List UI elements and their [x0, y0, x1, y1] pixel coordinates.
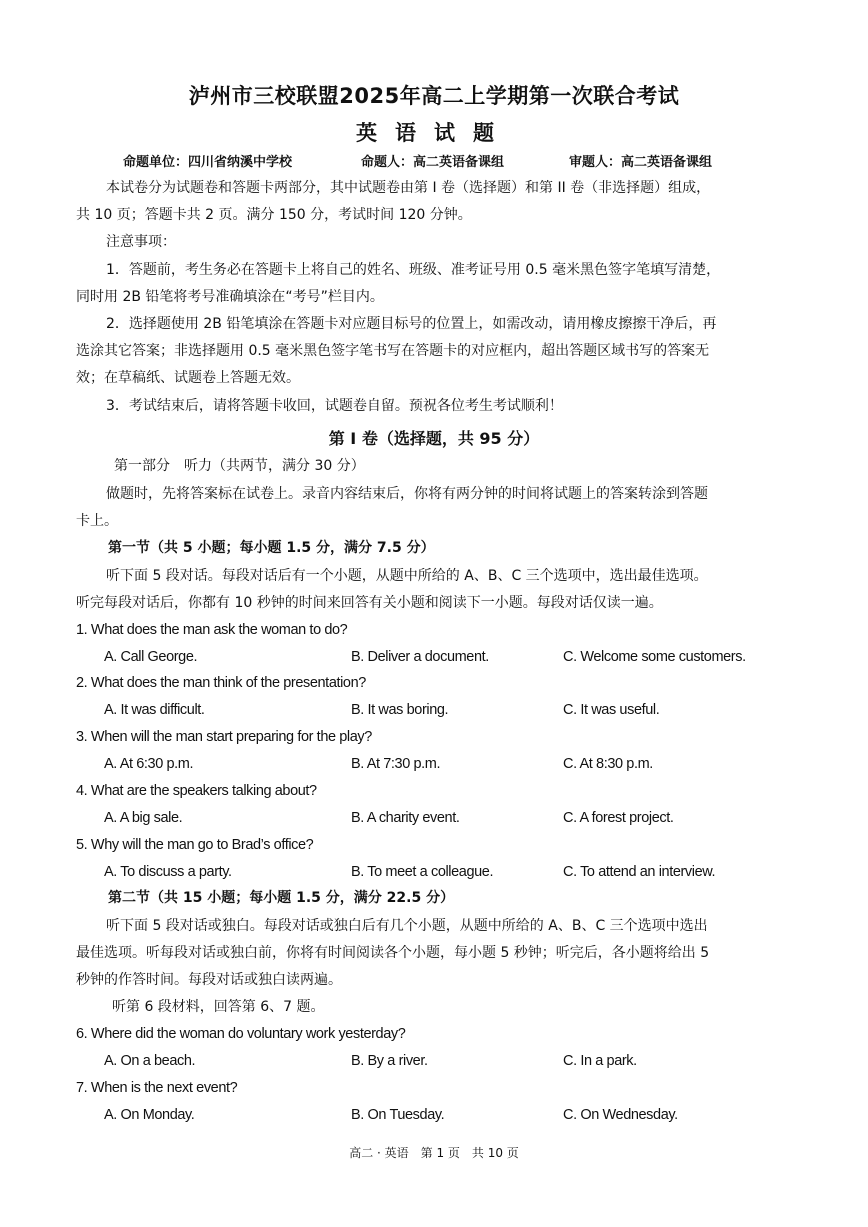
notice-item: 效；在草稿纸、试题卷上答题无效。: [76, 370, 300, 386]
exam-title: 泸州市三校联盟2025年高二上学期第一次联合考试: [188, 84, 680, 108]
meta-author: 命题人：高二英语备课组: [361, 155, 505, 170]
section-instructions: 听完每段对话后，你都有 10 秒钟的时间来回答有关小题和阅读下一小题。每段对话仅读一遍。: [76, 595, 663, 611]
option-a: A. To discuss a party.: [104, 864, 232, 880]
question-stem: 2. What does the man think of the presentation?: [76, 675, 366, 691]
question-stem: 3. When will the man start preparing for the play?: [76, 729, 372, 745]
question-stem: 1. What does the man ask the woman to do?: [76, 622, 348, 638]
notice-item: 3．考试结束后，请将答题卡收回，试题卷自留。预祝各位考生考试顺利！: [106, 398, 563, 414]
option-c: C. In a park.: [563, 1053, 637, 1069]
option-b: B. A charity event.: [351, 810, 460, 826]
option-c: C. A forest project.: [563, 810, 674, 826]
option-a: A. On Monday.: [104, 1107, 195, 1123]
question-stem: 4. What are the speakers talking about?: [76, 783, 317, 799]
section-instructions: 秒钟的作答时间。每段对话或独白读两遍。: [76, 972, 342, 988]
meta-reviewer: 审题人：高二英语备课组: [569, 155, 713, 170]
section-instructions: 听下面 5 段对话。每段对话后有一个小题，从题中所给的 A、B、C 三个选项中，选出最佳选项。: [106, 568, 708, 584]
section-instructions: 听下面 5 段对话或独白。每段对话或独白后有几个小题，从题中所给的 A、B、C 三个选项中选出: [106, 918, 708, 934]
option-c: C. It was useful.: [563, 702, 660, 718]
section-heading: 第二节（共 15 小题；每小题 1.5 分，满分 22.5 分）: [108, 890, 455, 906]
section-instructions: 最佳选项。听每段对话或独白前，你将有时间阅读各个小题，每小题 5 秒钟；听完后，各小题将给出 5: [76, 945, 710, 961]
option-a: A. A big sale.: [104, 810, 183, 826]
option-c: C. Welcome some customers.: [563, 649, 746, 665]
notice-item: 2．选择题使用 2B 铅笔填涂在答题卡对应题目标号的位置上，如需改动，请用橡皮擦擦干净后，再: [106, 316, 717, 332]
option-c: C. On Wednesday.: [563, 1107, 678, 1123]
part-instructions: 卡上。: [76, 513, 118, 529]
notice-item: 1．答题前，考生务必在答题卡上将自己的姓名、班级、准考证号用 0.5 毫米黑色签字笔填写清楚，: [106, 262, 721, 278]
option-b: B. To meet a colleague.: [351, 864, 494, 880]
part-heading: 第一部分 听力（共两节，满分 30 分）: [114, 458, 365, 474]
material-note: 听第 6 段材料，回答第 6、7 题。: [112, 999, 325, 1015]
page-footer: 高二 · 英语 第 1 页 共 10 页: [349, 1146, 519, 1160]
meta-unit: 命题单位：四川省纳溪中学校: [123, 155, 293, 170]
option-a: A. Call George.: [104, 649, 198, 665]
volume-title: 第 I 卷（选择题，共 95 分）: [328, 429, 540, 448]
option-b: B. By a river.: [351, 1053, 428, 1069]
intro-line: 共 10 页；答题卡共 2 页。满分 150 分，考试时间 120 分钟。: [76, 207, 472, 223]
notice-item: 同时用 2B 铅笔将考号准确填涂在“考号”栏目内。: [76, 289, 384, 305]
notice-heading: 注意事项：: [106, 234, 176, 250]
option-a: A. At 6:30 p.m.: [104, 756, 194, 772]
intro-line: 本试卷分为试题卷和答题卡两部分，其中试题卷由第 I 卷（选择题）和第 II 卷（非选择题）组成，: [106, 180, 711, 196]
option-c: C. At 8:30 p.m.: [563, 756, 653, 772]
option-b: B. It was boring.: [351, 702, 449, 718]
part-instructions: 做题时，先将答案标在试卷上。录音内容结束后，你将有两分钟的时间将试题上的答案转涂到答题: [106, 486, 708, 502]
option-c: C. To attend an interview.: [563, 864, 716, 880]
option-b: B. Deliver a document.: [351, 649, 489, 665]
option-b: B. On Tuesday.: [351, 1107, 445, 1123]
notice-item: 选涂其它答案；非选择题用 0.5 毫米黑色签字笔书写在答题卡的对应框内，超出答题区域书写的答案无: [76, 343, 710, 359]
question-stem: 6. Where did the woman do voluntary work yesterday?: [76, 1026, 406, 1042]
question-stem: 7. When is the next event?: [76, 1080, 238, 1096]
option-a: A. On a beach.: [104, 1053, 196, 1069]
question-stem: 5. Why will the man go to Brad’s office?: [76, 837, 314, 853]
subject-title: 英语试题: [356, 121, 512, 145]
option-b: B. At 7:30 p.m.: [351, 756, 441, 772]
option-a: A. It was difficult.: [104, 702, 205, 718]
section-heading: 第一节（共 5 小题；每小题 1.5 分，满分 7.5 分）: [108, 540, 435, 556]
